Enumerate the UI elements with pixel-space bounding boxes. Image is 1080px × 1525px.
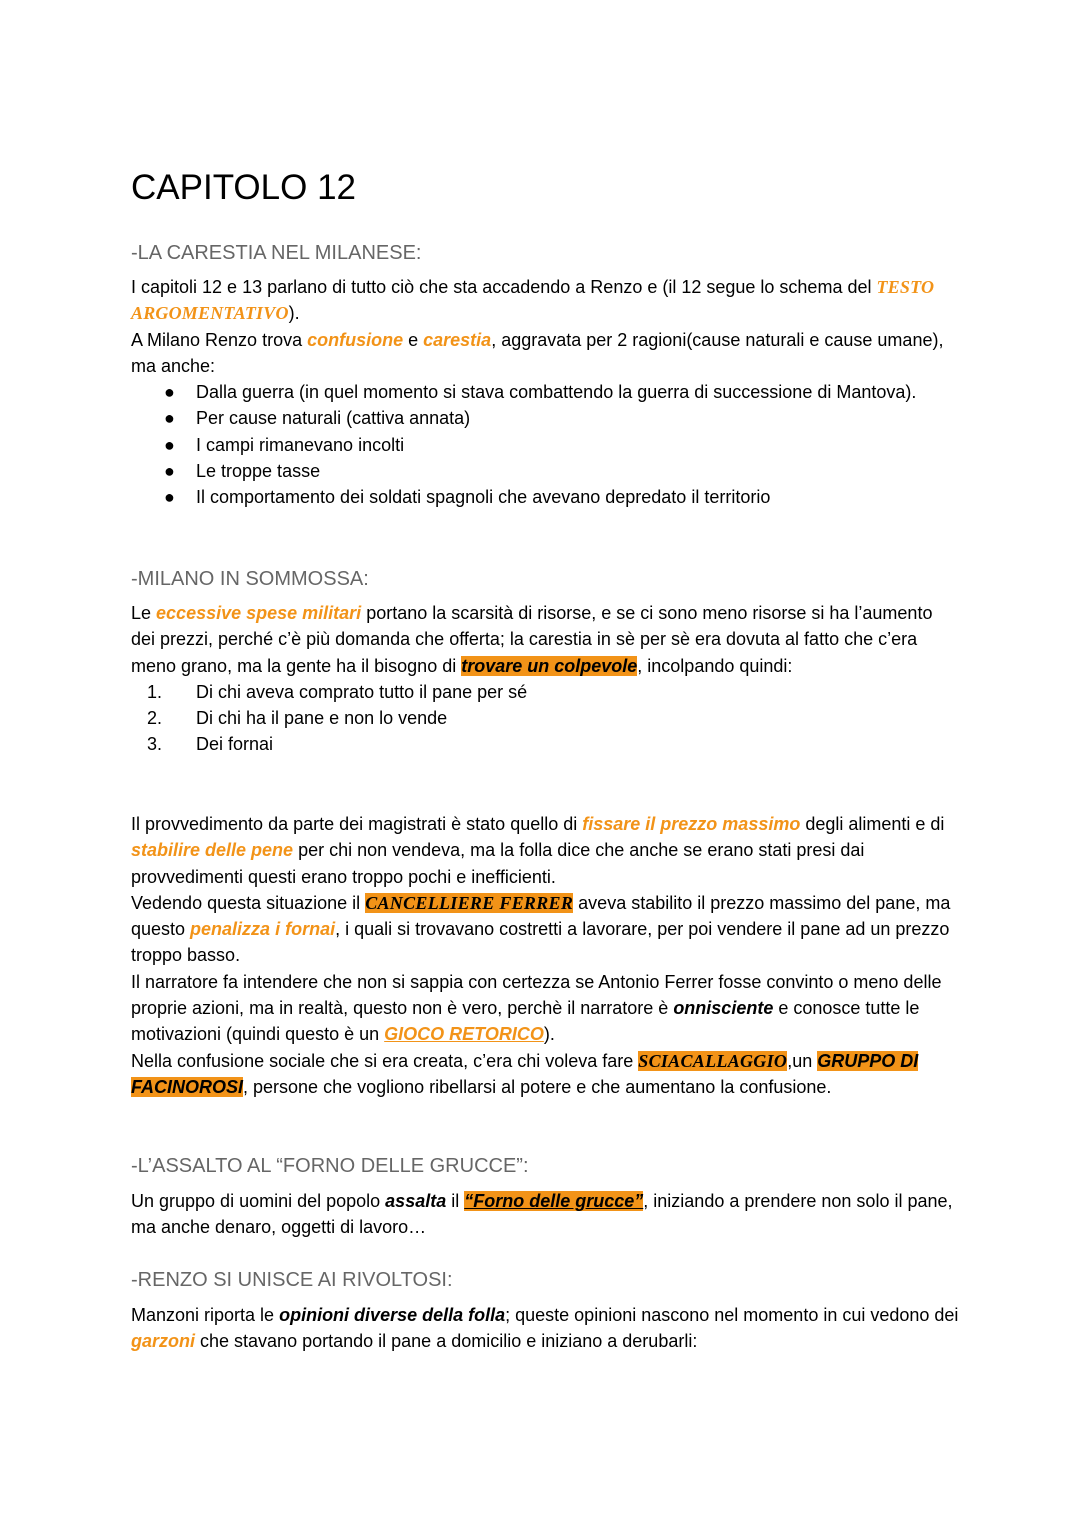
paragraph: Le eccessive spese militari portano la scarsità di risorse, e se ci sono meno risorse si ha l’aumento dei prezzi, perché c’è più domanda che offerta; la carestia in sè per sè era dovuta al fatto che c’era meno grano, ma la gente ha il bisogno di trovare un colpevole, incolpando quindi:: [131, 603, 933, 676]
bullet-icon: ●: [164, 461, 175, 482]
section-heading-renzo: -RENZO SI UNISCE AI RIVOLTOSI:: [131, 1269, 453, 1291]
highlight-text: carestia: [423, 329, 492, 350]
section-heading-assalto: -L’ASSALTO AL “FORNO DELLE GRUCCE”:: [131, 1155, 529, 1177]
section-body-sommossa: [131, 600, 961, 758]
highlight-text: GIOCO RETORICO: [384, 1024, 544, 1045]
highlight-text: eccessive spese militari: [156, 603, 362, 623]
section-body-renzo: [131, 1302, 961, 1355]
paragraph: Il provvedimento da parte dei magistrati è stato quello di fissare il prezzo massimo degli alimenti e di stabilire delle pene per chi non vendeva, ma la folla dice che anche se erano stati presi dai provvedimenti questi erano troppo pochi e inefficienti.: [131, 814, 945, 887]
section-body-assalto: [131, 1188, 961, 1241]
bullet-icon: ●: [164, 487, 175, 508]
emphasis-text: opinioni diverse della folla: [279, 1305, 506, 1325]
section-heading-carestia: -LA CARESTIA NEL MILANESE:: [131, 242, 422, 264]
highlight-text: “Forno delle grucce”: [464, 1191, 644, 1211]
highlight-text: trovare un colpevole: [461, 655, 638, 676]
list-item: ● I campi rimanevano incolti: [131, 432, 961, 458]
list-item: 1. Di chi aveva comprato tutto il pane per sé: [147, 681, 528, 702]
page-title: CAPITOLO 12: [131, 168, 357, 207]
bullet-icon: ●: [164, 434, 175, 455]
numbered-list: [131, 679, 961, 758]
highlight-text: fissare il prezzo massimo: [582, 814, 801, 834]
highlight-text: garzoni: [131, 1331, 196, 1352]
section-body-sommossa-2: [131, 811, 961, 1100]
list-item: ● Il comportamento dei soldati spagnoli che avevano depredato il territorio: [131, 484, 961, 510]
highlight-text: SCIACALLAGGIO: [638, 1050, 788, 1071]
emphasis-text: assalta: [385, 1191, 447, 1211]
paragraph: Nella confusione sociale che si era creata, c’era chi voleva fare SCIACALLAGGIO,un GRUPPO DI FACINOROSI, persone che vogliono ribellarsi al potere e che aumentano la confusione.: [131, 1050, 919, 1097]
paragraph: Il narratore fa intendere che non si sappia con certezza se Antonio Ferrer fosse convinto o meno delle proprie azioni, ma in realtà, questo non è vero, perchè il narratore è onnisciente e conosce tutte le motivazioni (quindi questo è un GIOCO RETORICO).: [131, 971, 942, 1045]
emphasis-text: onnisciente: [673, 998, 774, 1019]
section-body-carestia: [131, 274, 961, 511]
bullet-icon: ●: [164, 382, 175, 403]
highlight-text: confusione: [307, 329, 404, 350]
paragraph: I capitoli 12 e 13 parlano di tutto ciò che sta accadendo a Renzo e (il 12 segue lo schema del TESTO ARGOMENTATIVO).: [131, 277, 935, 324]
list-item: ● Per cause naturali (cattiva annata): [131, 405, 961, 431]
list-item: 2. Di chi ha il pane e non lo vende: [147, 708, 448, 729]
bullet-list: [131, 379, 961, 510]
highlight-text: TESTO ARGOMENTATIVO: [131, 277, 935, 324]
highlight-text: penalizza i fornai: [190, 919, 336, 940]
highlight-text: CANCELLIERE FERRER: [365, 892, 574, 913]
paragraph: Un gruppo di uomini del popolo assalta il “Forno delle grucce”, iniziando a prendere non solo il pane, ma anche denaro, oggetti di lavoro…: [131, 1191, 953, 1238]
highlight-text: stabilire delle pene: [131, 840, 294, 861]
list-item: 3. Dei fornai: [147, 734, 274, 755]
paragraph: Vedendo questa situazione il CANCELLIERE FERRER aveva stabilito il prezzo massimo del pane, ma questo penalizza i fornai, i quali si trovavano costretti a lavorare, per poi vendere il pane ad un prezzo troppo basso.: [131, 892, 951, 966]
section-heading-sommossa: -MILANO IN SOMMOSSA:: [131, 568, 369, 590]
paragraph: Manzoni riporta le opinioni diverse della folla; queste opinioni nascono nel momento in cui vedono dei garzoni che stavano portando il pane a domicilio e iniziano a derubarli:: [131, 1305, 959, 1352]
highlight-text: GRUPPO DI FACINOROSI: [131, 1050, 919, 1097]
list-item: ● Dalla guerra (in quel momento si stava combattendo la guerra di successione di Mantova).: [131, 379, 961, 405]
paragraph: A Milano Renzo trova confusione e carestia, aggravata per 2 ragioni(cause naturali e cause umane), ma anche:: [131, 329, 944, 376]
bullet-icon: ●: [164, 408, 175, 429]
list-item: ● Le troppe tasse: [131, 458, 961, 484]
